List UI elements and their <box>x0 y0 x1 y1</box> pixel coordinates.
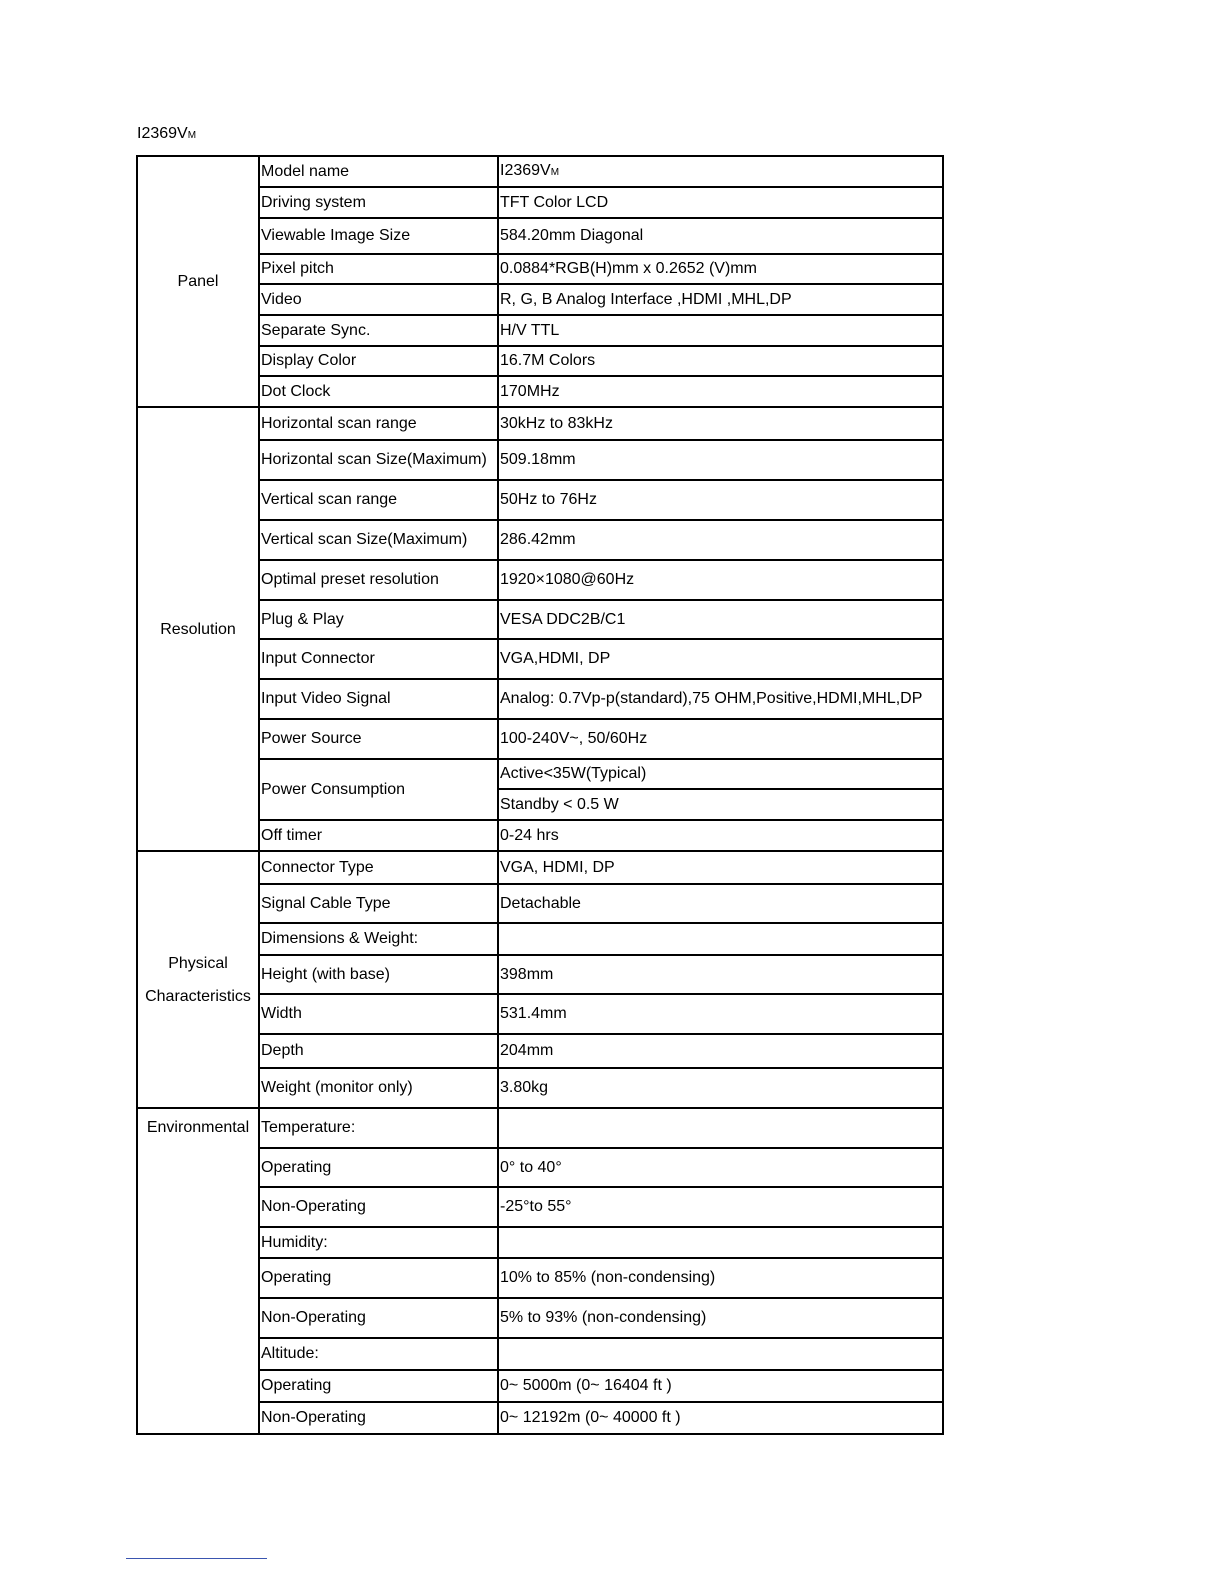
spec-label: Video <box>259 284 498 315</box>
section-label-resolution: Resolution <box>137 407 259 851</box>
spec-value: Standby < 0.5 W <box>498 789 943 820</box>
footer-rule <box>126 1558 267 1559</box>
spec-row-model-name <box>137 156 943 187</box>
spec-value: Detachable <box>498 884 943 923</box>
spec-value: VGA, HDMI, DP <box>498 851 943 884</box>
spec-label: Height (with base) <box>259 955 498 994</box>
spec-label: Operating <box>259 1258 498 1298</box>
spec-value: VESA DDC2B/C1 <box>498 600 943 639</box>
spec-value: -25°to 55° <box>498 1187 943 1227</box>
spec-value: 1920×1080@60Hz <box>498 560 943 600</box>
spec-value: 286.42mm <box>498 520 943 560</box>
spec-value <box>498 1108 943 1148</box>
spec-label: Optimal preset resolution <box>259 560 498 600</box>
spec-label: Pixel pitch <box>259 254 498 284</box>
spec-label: Operating <box>259 1370 498 1402</box>
spec-label: Display Color <box>259 346 498 376</box>
spec-label: Driving system <box>259 187 498 218</box>
spec-label: Horizontal scan Size(Maximum) <box>259 440 498 480</box>
spec-label: Horizontal scan range <box>259 407 498 440</box>
spec-label: Weight (monitor only) <box>259 1068 498 1108</box>
spec-label: Model name <box>259 156 498 187</box>
spec-label: Power Source <box>259 719 498 759</box>
spec-value: 16.7M Colors <box>498 346 943 376</box>
spec-label: Viewable Image Size <box>259 218 498 254</box>
spec-value: 0~ 12192m (0~ 40000 ft ) <box>498 1402 943 1434</box>
spec-label: Signal Cable Type <box>259 884 498 923</box>
spec-value: Analog: 0.7Vp-p(standard),75 OHM,Positive,HDMI,MHL,DP <box>498 679 943 719</box>
spec-value: R, G, B Analog Interface ,HDMI ,MHL,DP <box>498 284 943 315</box>
spec-value: VGA,HDMI, DP <box>498 639 943 679</box>
spec-value: Active<35W(Typical) <box>498 759 943 789</box>
document-title <box>137 125 196 143</box>
spec-value: 398mm <box>498 955 943 994</box>
spec-label: Width <box>259 994 498 1034</box>
spec-label: Vertical scan Size(Maximum) <box>259 520 498 560</box>
spec-label: Off timer <box>259 820 498 851</box>
spec-label: Dot Clock <box>259 376 498 407</box>
spec-value: 509.18mm <box>498 440 943 480</box>
spec-value <box>498 1227 943 1258</box>
spec-value <box>498 923 943 955</box>
spec-row-temperature <box>137 1108 943 1148</box>
spec-label: Non-Operating <box>259 1187 498 1227</box>
spec-value <box>498 1338 943 1370</box>
section-label-physical-characteristics: Physical Characteristics <box>137 851 259 1108</box>
spec-label: Input Video Signal <box>259 679 498 719</box>
spec-value: H/V TTL <box>498 315 943 346</box>
spec-label: Connector Type <box>259 851 498 884</box>
spec-label: Vertical scan range <box>259 480 498 520</box>
spec-table <box>136 155 944 1435</box>
spec-label: Separate Sync. <box>259 315 498 346</box>
spec-value: 170MHz <box>498 376 943 407</box>
spec-value-suffix: M <box>550 166 560 178</box>
spec-value: 0° to 40° <box>498 1148 943 1187</box>
spec-label: Non-Operating <box>259 1402 498 1434</box>
spec-label: Power Consumption <box>259 759 498 820</box>
spec-value: 584.20mm Diagonal <box>498 218 943 254</box>
spec-value: 10% to 85% (non-condensing) <box>498 1258 943 1298</box>
spec-value-main: I2369V <box>500 161 551 179</box>
spec-label: Humidity: <box>259 1227 498 1258</box>
document-title-suffix: M <box>187 130 197 141</box>
spec-value <box>498 156 943 187</box>
spec-label: Non-Operating <box>259 1298 498 1338</box>
spec-label: Temperature: <box>259 1108 498 1148</box>
section-label-panel: Panel <box>137 156 259 407</box>
spec-value: 0.0884*RGB(H)mm x 0.2652 (V)mm <box>498 254 943 284</box>
spec-value: 0~ 5000m (0~ 16404 ft ) <box>498 1370 943 1402</box>
spec-table-body <box>137 156 943 1434</box>
spec-label: Plug & Play <box>259 600 498 639</box>
spec-value: 50Hz to 76Hz <box>498 480 943 520</box>
spec-value: 0-24 hrs <box>498 820 943 851</box>
spec-value: TFT Color LCD <box>498 187 943 218</box>
spec-value: 3.80kg <box>498 1068 943 1108</box>
document-title-main: I2369V <box>137 125 188 142</box>
spec-label: Operating <box>259 1148 498 1187</box>
spec-row-connector-type <box>137 851 943 884</box>
spec-value: 531.4mm <box>498 994 943 1034</box>
spec-label: Dimensions & Weight: <box>259 923 498 955</box>
spec-value: 5% to 93% (non-condensing) <box>498 1298 943 1338</box>
section-label-environmental: Environmental <box>137 1108 259 1434</box>
spec-label: Depth <box>259 1034 498 1068</box>
spec-label: Altitude: <box>259 1338 498 1370</box>
spec-value: 100-240V~, 50/60Hz <box>498 719 943 759</box>
spec-value: 204mm <box>498 1034 943 1068</box>
spec-value: 30kHz to 83kHz <box>498 407 943 440</box>
spec-row-horizontal-scan-range <box>137 407 943 440</box>
spec-label: Input Connector <box>259 639 498 679</box>
